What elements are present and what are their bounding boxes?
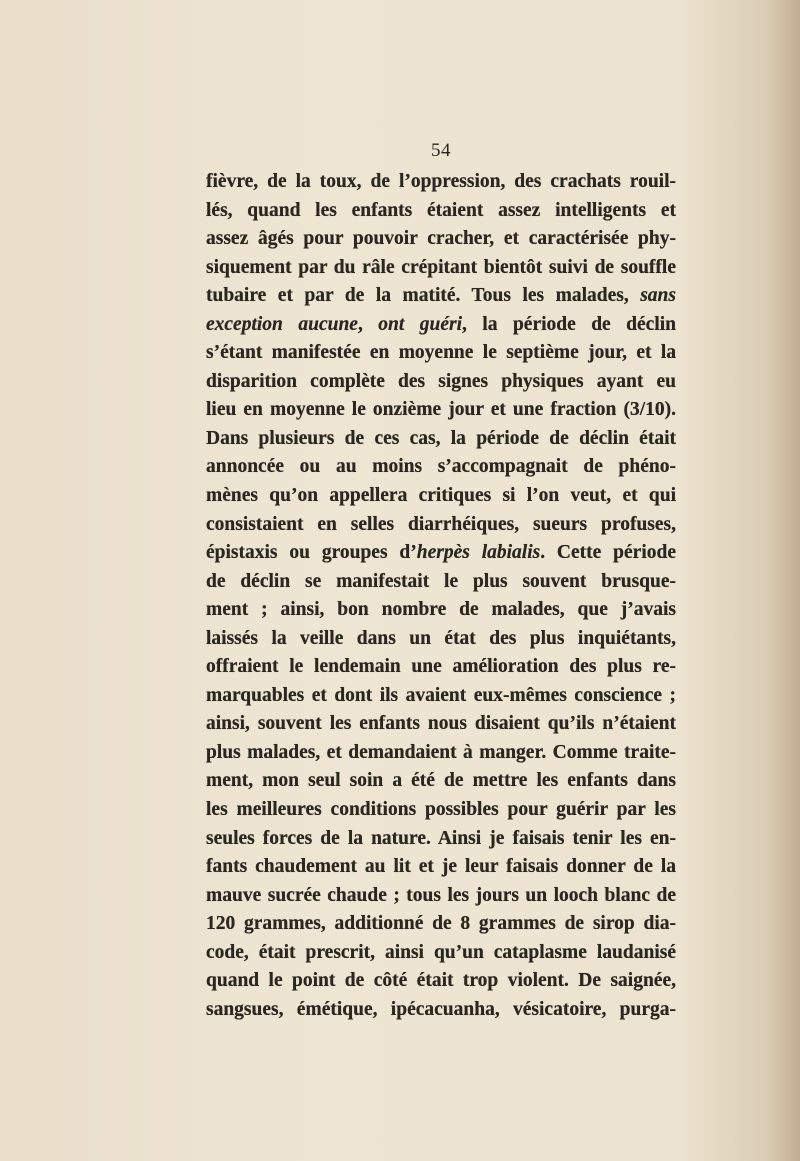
text-line bbox=[206, 796, 676, 825]
text-run: seules forces de la nature. Ainsi je faisais tenir les en- bbox=[206, 827, 676, 849]
text-run: ainsi, souvent les enfants nous disaient qu’ils n’étaient bbox=[206, 713, 676, 735]
text-run: assez âgés pour pouvoir cracher, et caractérisée phy- bbox=[206, 228, 676, 250]
body-text bbox=[206, 168, 676, 1024]
text-line bbox=[206, 939, 676, 968]
text-run: lés, quand les enfants étaient assez intelligents et bbox=[206, 199, 676, 221]
text-line bbox=[206, 168, 676, 197]
text-line bbox=[206, 653, 676, 682]
text-line bbox=[206, 710, 676, 739]
text-run: mènes qu’on appellera critiques si l’on veut, et qui bbox=[206, 485, 676, 507]
text-run: lieu en moyenne le onzième jour et une fraction (3/10). bbox=[206, 399, 676, 421]
page-number: 54 bbox=[431, 140, 451, 161]
italic-text: sans bbox=[640, 285, 676, 307]
text-run: tubaire et par de la matité. Tous les malades, bbox=[206, 285, 641, 307]
text-run: mauve sucrée chaude ; tous les jours un looch blanc de bbox=[206, 884, 676, 906]
text-line bbox=[206, 596, 676, 625]
italic-text: herpès labialis bbox=[416, 542, 541, 564]
text-run: disparition complète des signes physiques ayant eu bbox=[206, 370, 676, 392]
text-line bbox=[206, 967, 676, 996]
text-line bbox=[206, 425, 676, 454]
text-line bbox=[206, 282, 676, 311]
text-run: offraient le lendemain une amélioration des plus re- bbox=[206, 656, 676, 678]
text-line bbox=[206, 225, 676, 254]
text-run: ment, mon seul soin a été de mettre les enfants dans bbox=[206, 770, 676, 792]
text-line bbox=[206, 482, 676, 511]
text-line bbox=[206, 825, 676, 854]
text-line bbox=[206, 539, 676, 568]
text-line bbox=[206, 568, 676, 597]
text-run: consistaient en selles diarrhéiques, sueurs profuses, bbox=[206, 513, 676, 535]
text-run: épistaxis ou groupes d’ bbox=[206, 542, 417, 564]
text-run: les meilleures conditions possibles pour guérir par les bbox=[206, 799, 676, 821]
text-line bbox=[206, 996, 676, 1025]
text-run: siquement par du râle crépitant bientôt suivi de souffle bbox=[206, 256, 676, 278]
text-line bbox=[206, 682, 676, 711]
text-line bbox=[206, 453, 676, 482]
text-line bbox=[206, 882, 676, 911]
text-line bbox=[206, 254, 676, 283]
text-line bbox=[206, 339, 676, 368]
text-run: plus malades, et demandaient à manger. Comme traite- bbox=[206, 741, 676, 763]
text-run: ment ; ainsi, bon nombre de malades, que j’avais bbox=[206, 599, 676, 621]
text-line bbox=[206, 197, 676, 226]
text-run: de déclin se manifestait le plus souvent brusque- bbox=[206, 570, 676, 592]
text-line bbox=[206, 368, 676, 397]
text-run: . Cette période bbox=[540, 542, 676, 564]
text-line bbox=[206, 396, 676, 425]
text-run: 120 grammes, additionné de 8 grammes de sirop dia- bbox=[206, 913, 676, 935]
text-line bbox=[206, 767, 676, 796]
text-line bbox=[206, 311, 676, 340]
italic-text: ont guéri bbox=[378, 313, 462, 335]
italic-text: exception aucune bbox=[206, 313, 358, 335]
text-run: laissés la veille dans un état des plus inquiétants, bbox=[206, 627, 676, 649]
text-run: fants chaudement au lit et je leur faisais donner de la bbox=[206, 856, 676, 878]
text-run: , la période de déclin bbox=[462, 313, 676, 335]
text-run: Dans plusieurs de ces cas, la période de déclin était bbox=[206, 427, 676, 449]
text-run: marquables et dont ils avaient eux-mêmes conscience ; bbox=[206, 684, 676, 706]
text-run: fièvre, de la toux, de l’oppression, des crachats rouil- bbox=[206, 171, 676, 192]
text-run: sangsues, émétique, ipécacuanha, vésicatoire, purga- bbox=[206, 998, 676, 1020]
text-run: annoncée ou au moins s’accompagnait de phéno- bbox=[206, 456, 676, 478]
text-line bbox=[206, 511, 676, 540]
text-run: quand le point de côté était trop violent. De saignée, bbox=[206, 970, 676, 992]
text-line bbox=[206, 739, 676, 768]
text-run: , bbox=[357, 313, 379, 335]
text-run: s’étant manifestée en moyenne le septième jour, et la bbox=[206, 342, 676, 364]
text-run: code, était prescrit, ainsi qu’un cataplasme laudanisé bbox=[206, 941, 676, 963]
text-line bbox=[206, 910, 676, 939]
text-line bbox=[206, 853, 676, 882]
text-line bbox=[206, 625, 676, 654]
